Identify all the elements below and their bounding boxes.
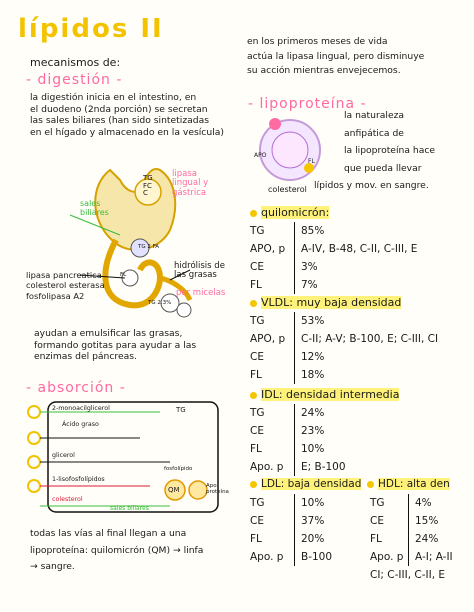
absorcion-diagram: [20, 400, 225, 518]
bullet-dot: [250, 481, 257, 488]
emulsificar-line: enzimas del páncreas.: [34, 351, 137, 362]
lp-line: anfipática de: [344, 127, 404, 139]
qm-row: TG 85%: [250, 222, 417, 240]
qm-row: CE 3%: [250, 258, 417, 276]
hdl-row: CE 15%: [370, 512, 453, 530]
lp-colesterol: colesterol: [268, 185, 307, 194]
lipid-dot: [28, 432, 40, 444]
idl-table: [250, 404, 346, 476]
abs-sales: sales biliares: [110, 505, 149, 512]
conclusion-line: todas las vías al final llegan a una: [30, 528, 187, 539]
abs-label: 1-lisofosfolípidos: [52, 476, 105, 483]
vldl-row: APO, p C-II; A-V; B-100, E; C-III, CI: [250, 330, 438, 348]
ldl-row: TG 10%: [250, 494, 332, 512]
abs-fosfolip: fosfolípido: [164, 466, 193, 472]
digestion-line: el duodeno (2nda porción) se secretan: [30, 103, 208, 115]
digestion-line: en el hígado y almacenado en la vesícula): [30, 126, 224, 138]
lipoprotein-core: [272, 132, 308, 168]
idl-row: Apo. p E; B-100: [250, 458, 346, 476]
absorcion-title: - absorción -: [26, 380, 126, 396]
lipid-dot: [28, 480, 40, 492]
lp-line: la lipoproteína hace: [344, 145, 436, 156]
lipoproteina-title: - lipoproteína -: [248, 96, 367, 112]
digestion-line: la digestión inicia en el intestino, en: [30, 92, 197, 103]
abs-label: Ácido graso: [62, 421, 99, 428]
hdl-row: FL 24%: [370, 530, 453, 548]
ldl-row: FL 20%: [250, 530, 332, 548]
conclusion-line: lipoproteína: quilomicrón (QM) → linfa: [30, 544, 204, 556]
micelas-label: por micelas: [176, 288, 226, 298]
enzyme-item: colesterol esterasa: [26, 280, 105, 291]
ldl-row: Apo. p B-100: [250, 548, 332, 566]
enzyme-list: [26, 270, 105, 301]
lipid-dot: [28, 456, 40, 468]
hdl-row: CI; C-III, C-II, E: [370, 569, 446, 581]
digestion-line: las sales biliares (han sido sintetizadas: [30, 115, 210, 126]
qm-table: [250, 222, 417, 294]
abs-tg: TG: [176, 406, 186, 414]
abs-label: glicerol: [52, 452, 75, 459]
sales-biliares-label: sales biliares: [80, 199, 109, 217]
tg-fc-c-label: TG FC C: [143, 174, 153, 198]
micro-label: TG 2.3%: [148, 300, 172, 306]
apo-circle: [189, 481, 207, 499]
idl-title: IDL: densidad intermedia: [250, 388, 399, 402]
bullet-dot: [250, 392, 257, 399]
lipoproteina-text: [314, 110, 469, 192]
hidrolisis-label: hidrólisis de las grasas: [174, 261, 225, 281]
conclusion-line: → sangre.: [30, 561, 75, 572]
lp-apo: APO: [254, 152, 267, 159]
idl-row: FL 10%: [250, 440, 346, 458]
vldl-table: [250, 312, 438, 384]
qm-title: quilomicrón:: [250, 206, 329, 220]
micro-label: TG 2 FA: [138, 244, 160, 250]
lp-line: que pueda llevar: [344, 162, 422, 174]
intro-line: actúa la lipasa lingual, pero disminuye: [247, 50, 425, 62]
hdl-row: Apo. p A-I; A-II: [370, 548, 453, 566]
idl-row: CE 23%: [250, 422, 346, 440]
digestion-text: [30, 92, 235, 138]
lp-line: lípidos y mov. en sangre.: [314, 180, 429, 191]
lipid-dot: [28, 406, 40, 418]
conclusion: [30, 528, 203, 573]
ldl-row: CE 37%: [250, 512, 332, 530]
hdl-row: TG 4%: [370, 494, 453, 512]
abs-apo: Apo proteína: [206, 483, 229, 495]
abs-qm: QM: [168, 486, 180, 494]
apo-protein: [269, 118, 281, 130]
emulsificar-line: formando gotitas para ayudar a las: [34, 339, 197, 351]
micelle-circle: [177, 303, 191, 317]
vldl-title: VLDL: muy baja densidad: [250, 296, 401, 310]
enzyme-item: lipasa pancreatica: [26, 270, 102, 280]
qm-row: APO, p A-IV, B-48, C-II, C-III, E: [250, 240, 417, 258]
ldl-table: [250, 494, 332, 566]
abs-label: colesterol: [52, 496, 83, 503]
qm-row: FL 7%: [250, 276, 417, 294]
hdl-title: HDL: alta den: [367, 478, 450, 491]
bullet-dot: [250, 300, 257, 307]
idl-row: TG 24%: [250, 404, 346, 422]
ldl-title: LDL: baja densidad: [250, 478, 361, 491]
vldl-row: TG 53%: [250, 312, 438, 330]
vldl-row: FL 18%: [250, 366, 438, 384]
page-title: lípidos II: [18, 14, 164, 44]
lipasa-label: lipasa lingual y gástrica: [172, 169, 209, 198]
intro-line: en los primeros meses de vida: [247, 36, 388, 47]
bullet-dot: [367, 481, 374, 488]
intro-line: su acción mientras envejecemos.: [247, 65, 401, 76]
lp-line: la naturaleza: [344, 110, 405, 121]
digestion-title: - digestión -: [26, 72, 123, 88]
bullet-dot: [250, 210, 257, 217]
enzyme-item: fosfolipasa A2: [26, 290, 85, 301]
emulsificar-line: ayudan a emulsificar las grasas,: [34, 328, 183, 339]
intro-text: [247, 36, 462, 77]
vldl-row: CE 12%: [250, 348, 438, 366]
micro-label: FL: [120, 272, 127, 278]
hdl-table: [370, 494, 453, 584]
mecanismos-label: mecanismos de:: [30, 56, 121, 69]
lp-fl: FL: [308, 158, 315, 165]
emulsificar-text: [34, 328, 239, 363]
abs-label: 2-monoacilglicerol: [52, 405, 110, 412]
